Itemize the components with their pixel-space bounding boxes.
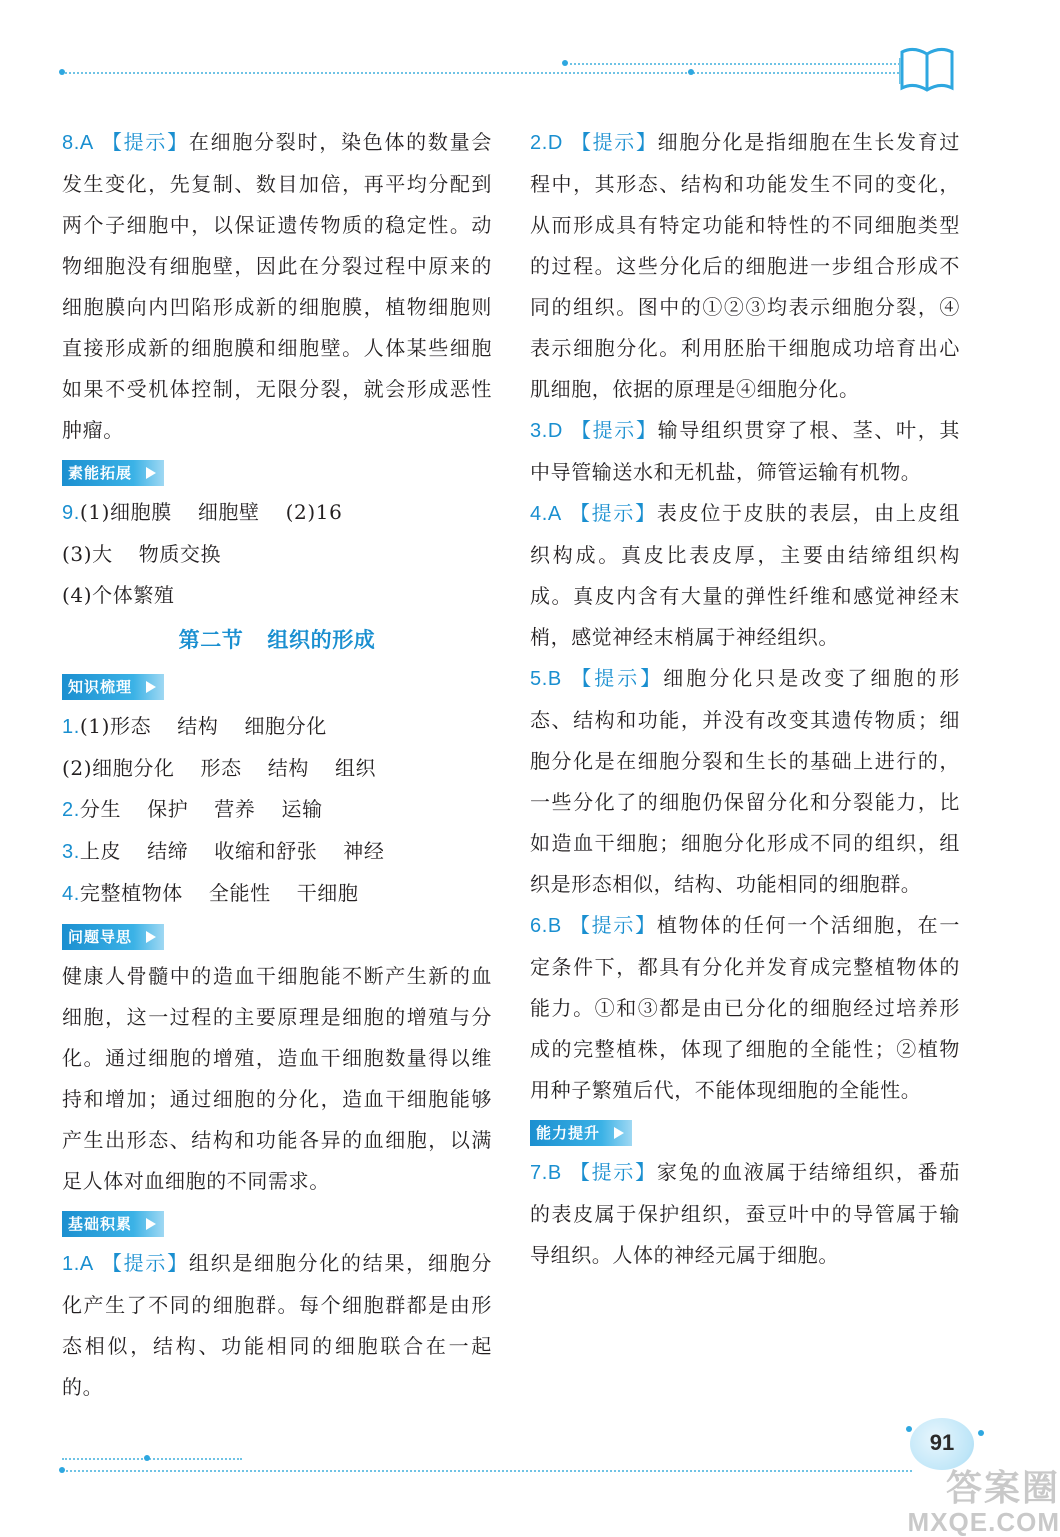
section-tag-label: 素能拓展 (68, 464, 133, 482)
section-tag-label: 问题导思 (68, 928, 133, 946)
section-heading (62, 620, 492, 661)
answer-part: 结构 (267, 756, 309, 780)
answer-part: 结构 (177, 714, 219, 738)
answer-9-list (62, 492, 492, 616)
play-arrow-icon (146, 931, 156, 943)
bottom-dotted-rule (62, 1470, 912, 1472)
answer-part: (1)细胞膜 (79, 500, 172, 524)
answer-number: 3.D (530, 420, 563, 442)
answer-line (62, 706, 492, 748)
question-guide-text: 健康人骨髓中的造血干细胞能不断产生新的血细胞，这一过程的主要原理是细胞的增殖与分化。通过细胞的增殖，造血干细胞数量得以维持和增加；通过细胞的分化，造血干细胞能够产生出形态、结构和功能各异的血细胞，以满足人体对血细胞的不同需求。 (62, 964, 492, 1193)
answer-part: 形态 (200, 756, 242, 780)
watermark-url: MXQE.COM (907, 1507, 1060, 1537)
tip-label: 【提示】 (570, 130, 658, 154)
answer-number: 4. (62, 883, 80, 905)
answer-number: 1.A (62, 1253, 94, 1275)
answer-number: 8.A (62, 132, 94, 154)
answer-line (62, 575, 492, 616)
section-tag-label: 知识梳理 (68, 678, 133, 696)
answer-line (62, 492, 492, 534)
answer-number: 7.B (530, 1162, 562, 1184)
answer-number: 1. (62, 716, 80, 738)
answer-text: 细胞分化是指细胞在生长发育过程中，其形态、结构和功能发生不同的变化，从而形成具有特定功能和特性的不同细胞类型的过程。这些分化后的细胞进一步组合形成不同的组织。图中的①②③均表示细胞分裂，④表示细胞分化。利用胚胎干细胞成功培育出心肌细胞，依据的原理是④细胞分化。 (530, 130, 960, 401)
answer-part: 神经 (343, 839, 385, 863)
play-arrow-icon (146, 467, 156, 479)
tip-label: 【提示】 (101, 1251, 189, 1275)
answer-number: 4.A (530, 503, 562, 525)
section-tag-wenti (62, 924, 164, 950)
answer-part: 上皮 (79, 839, 122, 863)
section-title: 组织的形成 (267, 628, 376, 652)
answer-part: (1)形态 (79, 714, 152, 738)
rule-dot (59, 1467, 65, 1473)
section-tag-label: 能力提升 (536, 1124, 601, 1142)
answer-part: (2)细胞分化 (62, 756, 175, 780)
answer-part: 组织 (334, 756, 377, 780)
answer-5 (530, 658, 960, 905)
answer-number: 2.D (530, 132, 563, 154)
play-arrow-icon (146, 1218, 156, 1230)
answer-number: 5.B (530, 668, 562, 690)
tip-label: 【提示】 (101, 130, 189, 154)
answer-2 (530, 122, 960, 410)
answer-6 (530, 905, 960, 1111)
answer-line (62, 748, 492, 789)
answer-text: 输导组织贯穿了根、茎、叶，其中导管输送水和无机盐，筛管运输有机物。 (530, 418, 960, 484)
section-tag-suneng (62, 460, 164, 486)
rule-dot (688, 69, 694, 75)
answer-line (62, 831, 492, 873)
section-number: 第二节 (178, 628, 244, 652)
answer-3 (530, 410, 960, 493)
answer-part: (4)个体繁殖 (62, 583, 175, 607)
rule-dot (59, 69, 65, 75)
answer-4 (530, 493, 960, 658)
tip-label: 【提示】 (570, 418, 658, 442)
answer-part: 全能性 (208, 881, 271, 905)
answer-text: 细胞分化只是改变了细胞的形态、结构和功能，并没有改变其遗传物质；细胞分化是在细胞分裂和生长的基础上进行的，一些分化了的细胞仍保留分化和分裂能力，比如造血干细胞；细胞分化形成不同的组织，组织是形态相似，结构、功能相同的细胞群。 (530, 666, 960, 896)
tip-label: 【提示】 (569, 1160, 657, 1184)
open-book-icon (898, 44, 956, 92)
answer-text: 表皮位于皮肤的表层，由上皮组织构成。真皮比表皮厚，主要由结缔组织构成。真皮内含有大量的弹性纤维和感觉神经末梢，感觉神经末梢属于神经组织。 (530, 501, 960, 649)
answer-part: 分生 (79, 797, 122, 821)
answer-line (62, 873, 492, 915)
answer-part: 细胞壁 (197, 500, 260, 524)
section-tag-zhishi (62, 674, 164, 700)
section-tag-jichu (62, 1211, 164, 1237)
page-number: 91 (929, 1430, 955, 1455)
answer-part: 保护 (147, 797, 189, 821)
answer-part: 收缩和舒张 (214, 839, 318, 863)
answer-part: (2)16 (285, 500, 343, 524)
answer-part: 干细胞 (296, 881, 359, 905)
rule-dot (144, 1455, 150, 1461)
tip-label: 【提示】 (571, 666, 664, 690)
answer-part: 物质交换 (138, 542, 222, 566)
play-arrow-icon (146, 681, 156, 693)
answer-part: 营养 (214, 797, 256, 821)
answer-line (62, 789, 492, 831)
answer-1 (62, 1243, 492, 1408)
section-tag-nengli (530, 1120, 632, 1146)
left-column (62, 122, 492, 1408)
answer-7 (530, 1152, 960, 1276)
tip-label: 【提示】 (569, 913, 657, 937)
tip-label: 【提示】 (569, 501, 657, 525)
top-dotted-rule-short (565, 63, 900, 65)
answer-line (62, 534, 492, 575)
rule-dot (562, 60, 568, 66)
answer-text: 组织是细胞分化的结果，细胞分化产生了不同的细胞群。每个细胞群都是由形态相似，结构、功能相同的细胞联合在一起的。 (62, 1251, 492, 1399)
answer-part: 完整植物体 (79, 881, 183, 905)
answer-part: (3)大 (62, 542, 113, 566)
play-arrow-icon (614, 1127, 624, 1139)
answer-text: 植物体的任何一个活细胞，在一定条件下，都具有分化并发育成完整植物体的能力。①和③都是由已分化的细胞经过培养形成的完整植株，体现了细胞的全能性；②植物用种子繁殖后代，不能体现细胞的全能性。 (530, 913, 960, 1102)
knowledge-list (62, 706, 492, 915)
right-column (530, 122, 960, 1276)
answer-8 (62, 122, 492, 451)
bottom-dotted-rule-short (62, 1458, 242, 1460)
answer-number: 2. (62, 799, 80, 821)
answer-part: 细胞分化 (244, 714, 327, 738)
answer-number: 3. (62, 841, 80, 863)
answer-part: 结缔 (147, 839, 189, 863)
answer-text: 家兔的血液属于结缔组织，番茄的表皮属于保护组织，蚕豆叶中的导管属于输导组织。人体的神经元属于细胞。 (530, 1160, 960, 1267)
section-tag-label: 基础积累 (68, 1215, 133, 1233)
answer-part: 运输 (281, 797, 323, 821)
answer-text: 在细胞分裂时，染色体的数量会发生变化，先复制、数目加倍，再平均分配到两个子细胞中，以保证遗传物质的稳定性。动物细胞没有细胞壁，因此在分裂过程中原来的细胞膜向内凹陷形成新的细胞膜，植物细胞则直接形成新的细胞膜和细胞壁。人体某些细胞如果不受机体控制，无限分裂，就会形成恶性肿瘤。 (62, 130, 492, 442)
watermark-logo-text: 答案圈 (945, 1468, 1060, 1509)
rule-dot (978, 1430, 984, 1436)
answer-number: 6.B (530, 915, 562, 937)
top-dotted-rule (62, 72, 902, 74)
answer-number: 9. (62, 502, 80, 524)
watermark (860, 1470, 1060, 1536)
